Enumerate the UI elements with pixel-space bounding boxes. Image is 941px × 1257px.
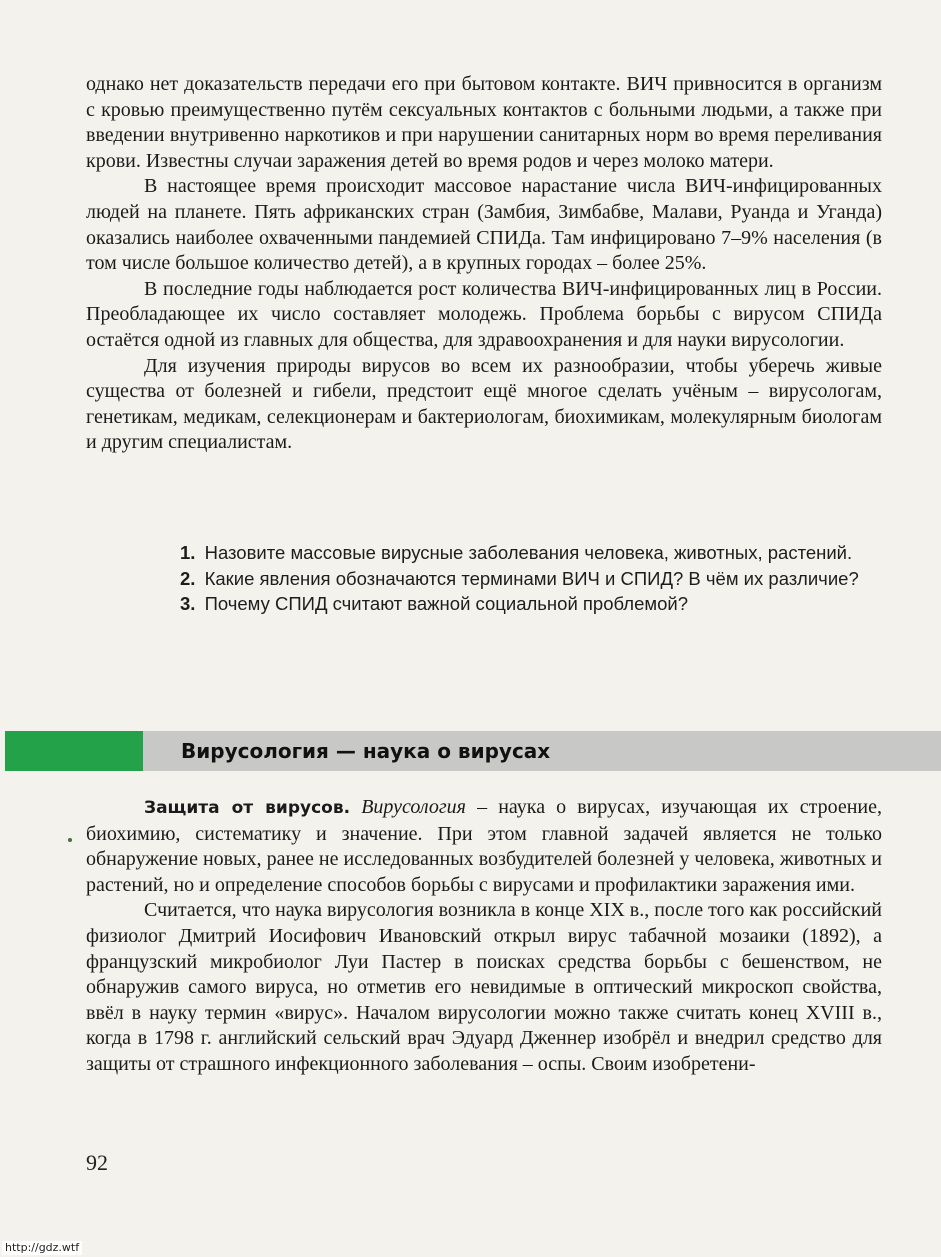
margin-mark bbox=[68, 838, 72, 842]
term-virology: Вирусология bbox=[361, 796, 466, 818]
paragraph-virology-definition bbox=[86, 795, 882, 898]
paragraph-hiv-transmission: однако нет доказательств передачи его при бытовом контакте. ВИЧ привносится в организм с кровью преимущественно путём сексуальных контактов с больными людьми, а также при введении внутривенно наркотиков и при нарушении санитарных норм во время переливания крови. Известны случаи заражения детей во время родов и через молоко матери. bbox=[86, 73, 882, 172]
paragraph-hiv-russia: В последние годы наблюдается рост количества ВИЧ-инфицированных лиц в России. Преобладающее их число составляет молодежь. Проблема борьбы с вирусом СПИДа остаётся одной из главных для общества, для здравоохранения и для науки вирусологии. bbox=[86, 277, 882, 351]
question-number: 1. bbox=[180, 542, 196, 563]
paragraph-virology-history: Считается, что наука вирусология возникла в конце XIX в., после того как российский физиолог Дмитрий Иосифович Ивановский открыл вирус табачной мозаики (1892), а французский микробиолог Луи Пастер в поисках средства борьбы с бешенством, не обнаружив самого вируса, но отметив его невидимые в оптический микроскоп свойства, ввёл в науку термин «вирус». Началом вирусологии можно также считать конец XVIII в., когда в 1798 г. английский сельский врач Эдуард Дженнер изобрёл и внедрил средство для защиты от страшного инфекционного заболевания – оспы. Своим изобретени- bbox=[86, 899, 882, 1075]
paragraph-body: – наука о вирусах, изучающая их строение, биохимию, систематику и значение. При этом главной задачей является не только обнаружение новых, ранее не исследованных возбудителей болезней у человека, животных и растений, но и определение способов борьбы с вирусами и профилактики заражения ими. bbox=[86, 796, 883, 896]
bottom-text-block bbox=[86, 795, 882, 1078]
review-questions bbox=[180, 540, 880, 617]
paragraph-virus-research: Для изучения природы вирусов во всем их разнообразии, чтобы уберечь живые существа от болезней и гибели, предстоит ещё многое сделать учёным – вирусологам, генетикам, медикам, селекционерам и бактериологам, биохимикам, молекулярным биологам и другим специалистам. bbox=[86, 354, 882, 454]
paragraph-hiv-africa: В настоящее время происходит массовое нарастание числа ВИЧ-инфицированных людей на планете. Пять африканских стран (Замбия, Зимбабве, Малави, Руанда и Уганда) оказались наиболее охваченными пандемией СПИДа. Там инфицировано 7–9% населения (в том числе большое количество детей), а в крупных городах – более 25%. bbox=[86, 175, 882, 275]
question-text: Назовите массовые вирусные заболевания человека, животных, растений. bbox=[204, 542, 853, 563]
question-item bbox=[180, 566, 880, 592]
paragraph-lead: Защита от вирусов. bbox=[144, 798, 351, 818]
page-number: 92 bbox=[86, 1150, 108, 1175]
question-item bbox=[180, 540, 880, 566]
watermark-url: http://gdz.wtf bbox=[2, 1241, 82, 1255]
question-item bbox=[180, 591, 880, 617]
question-text: Какие явления обозначаются терминами ВИЧ и СПИД? В чём их различие? bbox=[204, 567, 859, 589]
top-text-block bbox=[86, 72, 882, 456]
question-number: 2. bbox=[180, 567, 196, 589]
section-accent-green bbox=[5, 731, 143, 771]
section-header-bar bbox=[5, 731, 941, 771]
question-number: 3. bbox=[180, 593, 196, 614]
section-title: Вирусология — наука о вирусах bbox=[181, 739, 551, 763]
question-text: Почему СПИД считают важной социальной проблемой? bbox=[204, 593, 688, 614]
